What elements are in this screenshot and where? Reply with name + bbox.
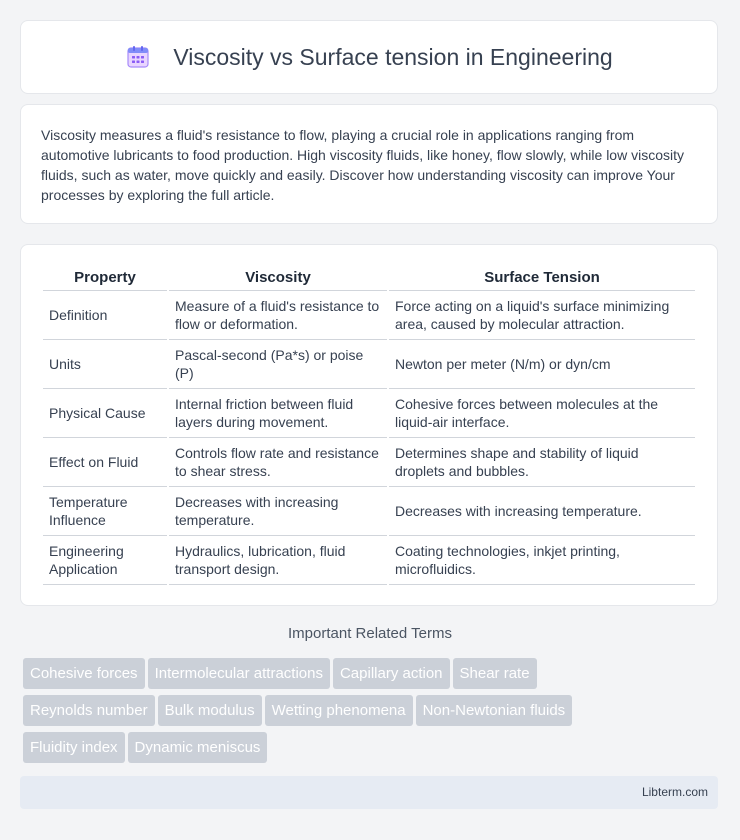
table-row xyxy=(43,291,695,340)
table-row xyxy=(43,389,695,438)
table-row xyxy=(43,438,695,487)
related-terms-list xyxy=(23,658,623,769)
table-header-row xyxy=(43,265,695,291)
property-cell: Definition xyxy=(43,291,167,340)
surface-tension-cell: Cohesive forces between molecules at the liquid-air interface. xyxy=(389,389,695,438)
related-term-tag[interactable]: Shear rate xyxy=(453,658,537,689)
column-header: Surface Tension xyxy=(389,265,695,291)
viscosity-cell: Hydraulics, lubrication, fluid transport design. xyxy=(169,536,387,585)
comparison-table xyxy=(41,265,697,585)
property-cell: Engineering Application xyxy=(43,536,167,585)
related-term-tag[interactable]: Capillary action xyxy=(333,658,450,689)
property-cell: Effect on Fluid xyxy=(43,438,167,487)
viscosity-cell: Internal friction between fluid layers during movement. xyxy=(169,389,387,438)
footer-link[interactable]: Libterm.com xyxy=(641,785,708,799)
property-cell: Units xyxy=(43,340,167,389)
viscosity-cell: Decreases with increasing temperature. xyxy=(169,487,387,536)
surface-tension-cell: Determines shape and stability of liquid droplets and bubbles. xyxy=(389,438,695,487)
intro-text: Viscosity measures a fluid's resistance to flow, playing a crucial role in applications ranging from automotive lubricants to food production. High viscosity fluids, like honey, flow slowly, while low viscosity fluids, such as water, move quickly and easily. Discover how understanding viscosity can improve Your processes by exploring the full article. xyxy=(41,127,684,203)
table-row xyxy=(43,487,695,536)
surface-tension-cell: Coating technologies, inkjet printing, microfluidics. xyxy=(389,536,695,585)
surface-tension-cell: Newton per meter (N/m) or dyn/cm xyxy=(389,340,695,389)
footer xyxy=(20,776,718,809)
surface-tension-cell: Force acting on a liquid's surface minimizing area, caused by molecular attraction. xyxy=(389,291,695,340)
related-term-tag[interactable]: Non-Newtonian fluids xyxy=(416,695,573,726)
related-term-tag[interactable]: Reynolds number xyxy=(23,695,155,726)
calendar-icon xyxy=(125,44,151,70)
related-term-tag[interactable]: Cohesive forces xyxy=(23,658,145,689)
related-term-tag[interactable]: Bulk modulus xyxy=(158,695,262,726)
viscosity-cell: Pascal-second (Pa*s) or poise (P) xyxy=(169,340,387,389)
column-header: Property xyxy=(43,265,167,291)
page-title: Viscosity vs Surface tension in Engineering xyxy=(173,43,613,70)
intro-card xyxy=(20,104,718,224)
table-row xyxy=(43,340,695,389)
comparison-table-card xyxy=(20,244,718,606)
related-term-tag[interactable]: Fluidity index xyxy=(23,732,125,763)
viscosity-cell: Controls flow rate and resistance to shear stress. xyxy=(169,438,387,487)
related-term-tag[interactable]: Wetting phenomena xyxy=(265,695,413,726)
header-card xyxy=(20,20,718,94)
surface-tension-cell: Decreases with increasing temperature. xyxy=(389,487,695,536)
property-cell: Physical Cause xyxy=(43,389,167,438)
viscosity-cell: Measure of a fluid's resistance to flow or deformation. xyxy=(169,291,387,340)
table-row xyxy=(43,536,695,585)
related-term-tag[interactable]: Dynamic meniscus xyxy=(128,732,268,763)
related-term-tag[interactable]: Intermolecular attractions xyxy=(148,658,330,689)
column-header: Viscosity xyxy=(169,265,387,291)
property-cell: Temperature Influence xyxy=(43,487,167,536)
related-terms-title: Important Related Terms xyxy=(288,625,452,642)
